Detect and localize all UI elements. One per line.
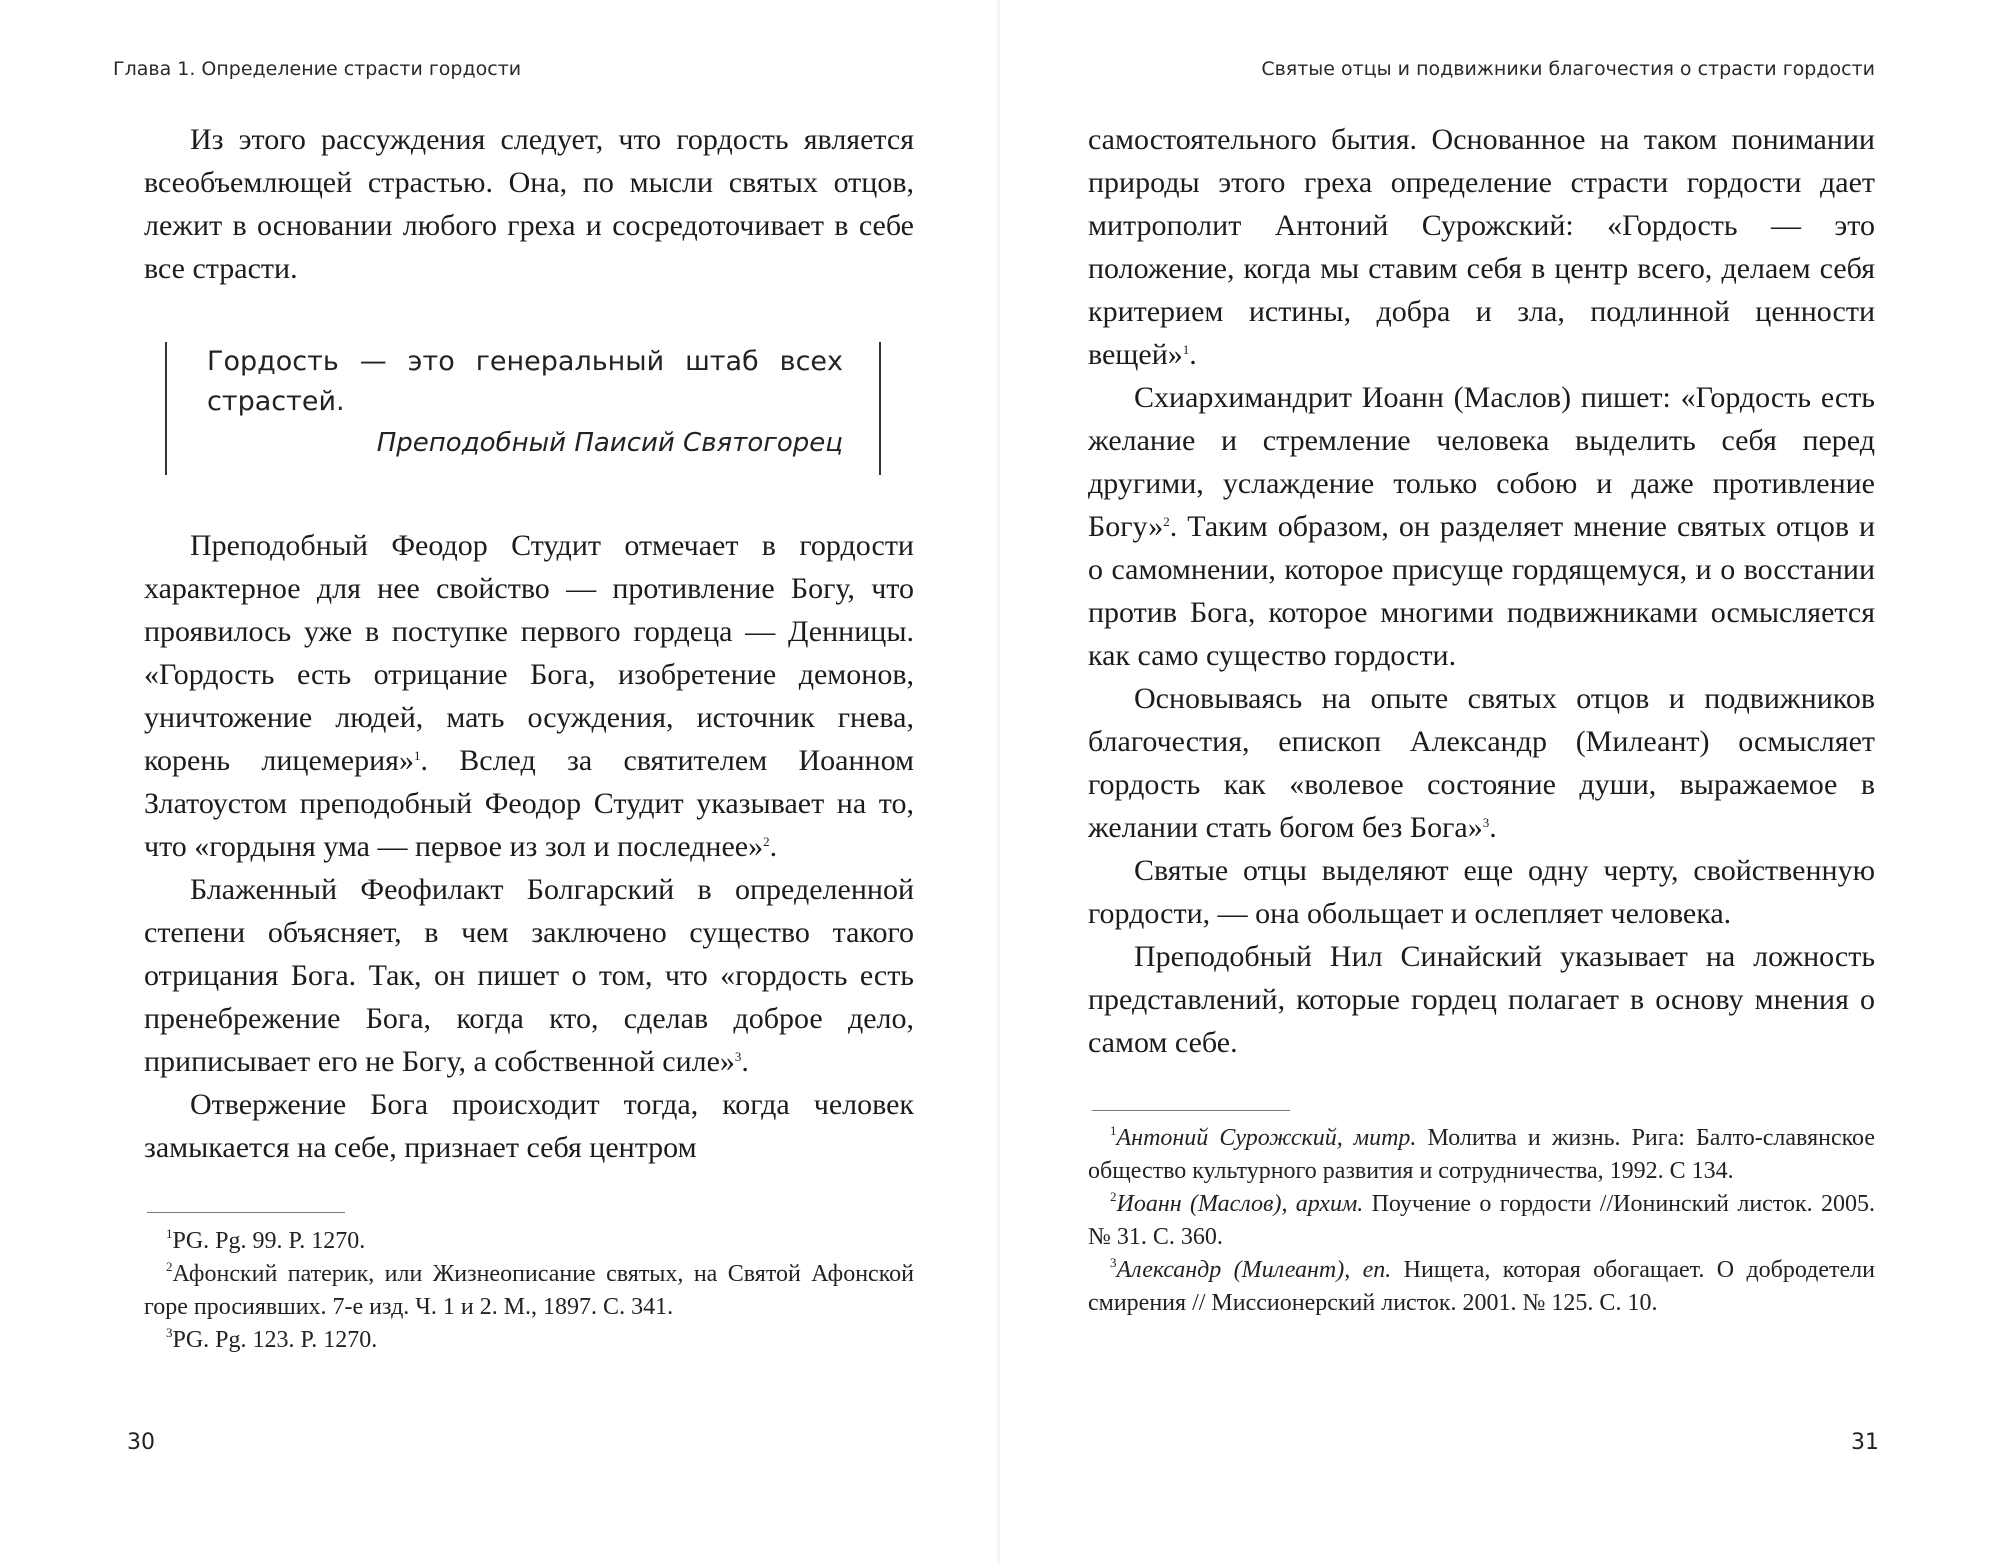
epigraph — [165, 342, 881, 475]
footnotes — [144, 1225, 914, 1357]
footnote — [1088, 1188, 1875, 1254]
footnote-text: Поучение о гордости //Ионинский листок. 2005. № 31. С. 360. — [1088, 1191, 1875, 1250]
paragraph-text: . Вслед за святителем Иоанном Златоустом преподобный Феодор Студит указывает на то, что «гордыня ума — первое из зол и последнее» — [144, 744, 914, 863]
paragraph: Святые отцы выделяют еще одну черту, свойственную гордости, — она обольщает и ослепляет человека. — [1088, 854, 1875, 930]
right-page — [1000, 0, 2000, 1563]
paragraph-text: Преподобный Феодор Студит отмечает в гордости характерное для нее свойство — противление Богу, что проявилось уже в поступке первого гордеца — Денницы. «Гордость есть отрицание Бога, изобретение демонов, уничтожение людей, мать осуждения, источник гнева, корень лицемерия» — [144, 529, 914, 777]
paragraph-text: Основываясь на опыте святых отцов и подвижников благочестия, епископ Александр (Милеант) осмысляет гордость как «волевое состояние души, выражаемое в желании стать богом без Бога» — [1088, 682, 1875, 844]
footnote-text: PG. Pg. 99. P. 1270. — [172, 1228, 366, 1254]
footnote-author: Иоанн (Маслов), архим. — [1116, 1191, 1364, 1217]
paragraph-text: . — [769, 830, 778, 863]
footnote-rule — [147, 1212, 345, 1213]
paragraph-text: Блаженный Феофилакт Болгарский в определенной степени объясняет, в чем заключено существо такого отрицания Бога. Так, он пишет о том, что «гордость есть пренебрежение Бога, когда кто, сделав доброе дело, приписывает его не Богу, а собственной силе» — [144, 873, 914, 1078]
footnote-text: PG. Pg. 123. P. 1270. — [172, 1327, 378, 1353]
paragraph — [144, 524, 914, 868]
paragraph — [1088, 118, 1875, 376]
body-text — [1088, 118, 1875, 1064]
footnotes — [1088, 1122, 1875, 1320]
footnote-mark: 1 — [166, 1226, 173, 1241]
running-head: Глава 1. Определение страсти гордости — [113, 58, 522, 80]
footnote — [144, 1225, 914, 1258]
paragraph — [1088, 677, 1875, 849]
footnote — [1088, 1254, 1875, 1320]
footnote-author: Антоний Сурожский, митр. — [1116, 1125, 1417, 1151]
body-text — [144, 524, 914, 1169]
footnote-text: Нищета, которая обогащает. О добродетели смирения // Миссионерский листок. 2001. № 125. С. 10. — [1088, 1257, 1875, 1316]
footnote-rule — [1092, 1110, 1290, 1111]
running-head: Святые отцы и подвижники благочестия о страсти гордости — [1261, 58, 1875, 80]
footnote — [144, 1258, 914, 1324]
footnote-mark: 2 — [166, 1259, 173, 1274]
footnote-ref[interactable]: 2 — [1163, 514, 1170, 529]
paragraph-text: самостоятельного бытия. Основанное на таком понимании природы этого греха определение страсти гордости дает митрополит Антоний Сурожский: «Гордость — это положение, когда мы ставим себя в центр всего, делаем себя критерием истины, добра и зла, подлинной ценности вещей» — [1088, 123, 1875, 371]
footnote-mark: 3 — [1110, 1255, 1117, 1270]
footnote-ref[interactable]: 3 — [1482, 815, 1490, 830]
footnote-mark: 2 — [1110, 1189, 1117, 1204]
intro-block — [144, 118, 914, 290]
footnote-text: Афонский патерик, или Жизнеописание святых, на Святой Афонской горе просиявших. 7-е изд. Ч. 1 и 2. М., 1897. С. 341. — [144, 1261, 914, 1320]
footnote-mark: 3 — [166, 1325, 173, 1340]
paragraph — [1088, 376, 1875, 677]
footnote-ref[interactable]: 2 — [763, 834, 770, 849]
paragraph-text: . — [1189, 338, 1197, 371]
footnote-ref[interactable]: 3 — [734, 1049, 742, 1064]
paragraph-text: . — [741, 1045, 749, 1078]
footnote-ref[interactable]: 1 — [413, 748, 421, 763]
footnote-author: Александр (Милеант), еп. — [1116, 1257, 1392, 1283]
footnote-text: Молитва и жизнь. Рига: Балто-славянское общество культурного развития и сотрудничества, 1992. С 134. — [1088, 1125, 1875, 1184]
paragraph-text: . Таким образом, он разделяет мнение святых отцов и о самомнении, которое присуще гордящемуся, и о восстании против Бога, которое многими подвижниками осмысляется как само существо гордости. — [1088, 510, 1875, 672]
paragraph-text: Схиархимандрит Иоанн (Маслов) пишет: «Гордость есть желание и стремление человека выделить себя перед другими, услаждение только собою и даже противление Богу» — [1088, 381, 1875, 543]
paragraph: Преподобный Нил Синайский указывает на ложность представлений, которые гордец полагает в основу мнения о самом себе. — [1088, 940, 1875, 1059]
page-number: 31 — [1851, 1430, 1879, 1455]
footnote-mark: 1 — [1110, 1123, 1117, 1138]
footnote — [1088, 1122, 1875, 1188]
intro-paragraph: Из этого рассуждения следует, что гордость является всеобъемлющей страстью. Она, по мысли святых отцов, лежит в основании любого греха и сосредоточивает в себе все страсти. — [144, 123, 914, 285]
epigraph-text: Гордость — это генеральный штаб всех страстей. — [207, 346, 843, 417]
paragraph-text: . — [1489, 811, 1497, 844]
page-number: 30 — [127, 1430, 155, 1455]
paragraph — [144, 868, 914, 1083]
paragraph: Отвержение Бога происходит тогда, когда человек замыкается на себе, признает себя центром — [144, 1088, 914, 1164]
footnote — [144, 1324, 914, 1357]
footnote-ref[interactable]: 1 — [1182, 342, 1190, 357]
epigraph-author: Преподобный Паисий Святогорец — [376, 428, 843, 458]
